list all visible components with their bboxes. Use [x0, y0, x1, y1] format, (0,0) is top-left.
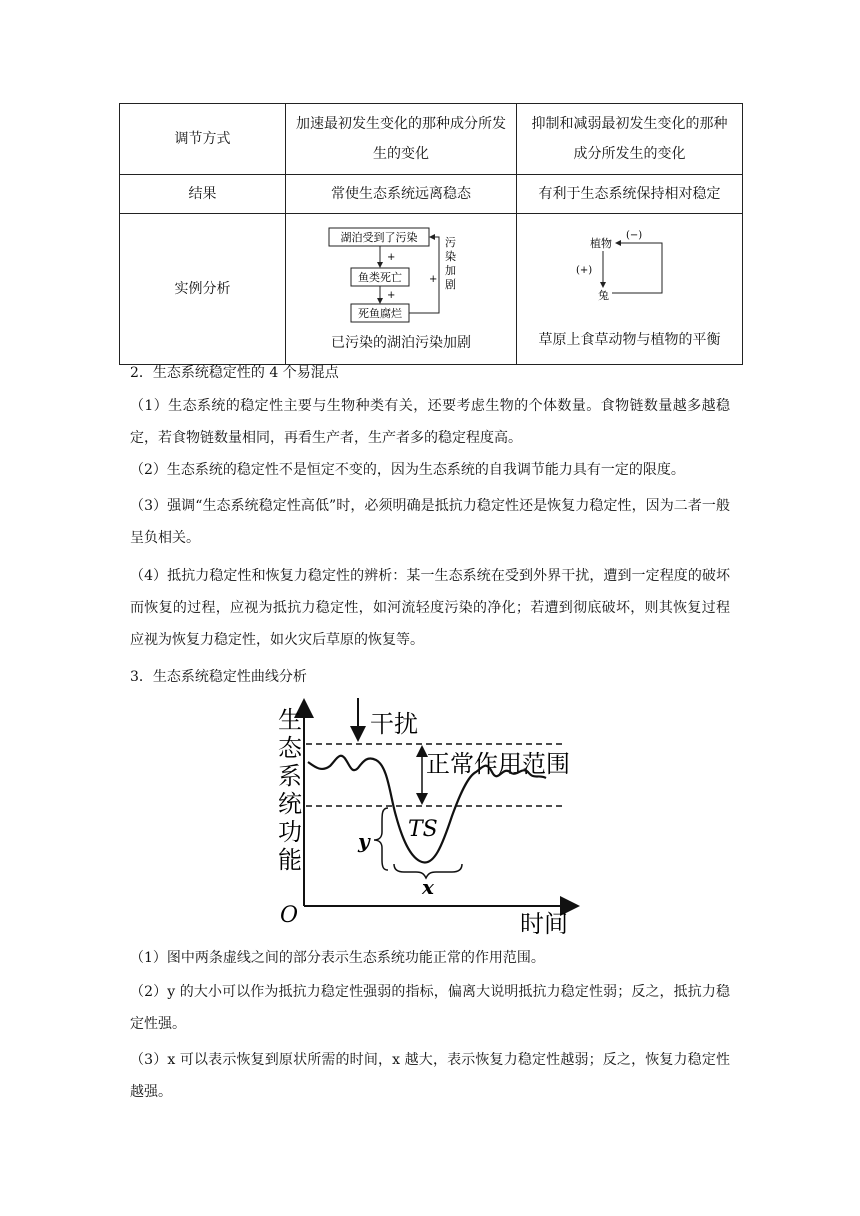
disturbance-label: 干扰 [370, 710, 418, 738]
rabbit-label: 兔 [597, 289, 609, 302]
ts-label: TS [408, 817, 438, 842]
positive-feedback-cell: 加速最初发生变化的那种成分所发生的变化 [286, 104, 517, 175]
lake-box-2-label: 鱼类死亡 [358, 271, 402, 284]
grassland-diagram [570, 229, 690, 309]
x-label: x [422, 875, 434, 899]
positive-feedback-cell: 常使生态系统远离稳态 [286, 175, 517, 214]
section-2-heading: 2．生态系统稳定性的 4 个易混点 [130, 365, 339, 381]
x-axis-label: 时间 [520, 910, 568, 936]
table-row [120, 104, 743, 175]
paragraph: （3）强调“生态系统稳定性高低”时，必须明确是抵抗力稳定性还是恢复力稳定性，因为二者一般呈负相关。 [130, 498, 730, 546]
row-label: 结果 [120, 175, 286, 214]
example-caption: 已污染的湖泊污染加剧 [331, 335, 471, 351]
normal-range-label: 正常作用范围 [426, 750, 570, 778]
lake-box-3-label: 死鱼腐烂 [358, 307, 402, 320]
paragraph: （3）x 可以表示恢复到原状所需的时间，x 越大，表示恢复力稳定性越弱；反之，恢复力稳定性越强。 [130, 1052, 730, 1100]
negative-sign: (−) [625, 230, 642, 241]
negative-feedback-example-cell [517, 214, 743, 365]
rabbit-to-plant-arrow [612, 243, 662, 293]
plus-sign: + [387, 252, 396, 263]
positive-feedback-example-cell [286, 214, 517, 365]
positive-sign: (+) [575, 265, 592, 276]
feedback-comparison-table [119, 103, 743, 365]
lake-pollution-diagram [321, 224, 481, 328]
negative-feedback-cell: 抑制和减弱最初发生变化的那种成分所发生的变化 [517, 104, 743, 175]
y-axis-label: 生 态 系 统 功 能 [278, 706, 302, 874]
plant-label: 植物 [589, 237, 612, 250]
lake-box-1-label: 湖泊受到了污染 [340, 231, 418, 244]
table-row [120, 214, 743, 365]
paragraph: （1）图中两条虚线之间的部分表示生态系统功能正常的作用范围。 [130, 950, 545, 966]
example-caption: 草原上食草动物与植物的平衡 [538, 332, 721, 348]
y-brace [374, 808, 388, 870]
y-label: y [358, 829, 370, 853]
paragraph: （2）y 的大小可以作为抵抗力稳定性强弱的指标，偏离大说明抵抗力稳定性弱；反之，抵抗力稳定性强。 [130, 984, 730, 1032]
plus-sign: + [387, 290, 396, 301]
row-label: 调节方式 [120, 104, 286, 175]
row-label: 实例分析 [120, 214, 286, 365]
paragraph: （1）生态系统的稳定性主要与生物种类有关，还要考虑生物的个体数量。食物链数量越多越稳定，若食物链数量相同，再看生产者，生产者多的稳定程度高。 [130, 398, 730, 446]
stability-curve-figure [276, 696, 596, 936]
table-row [120, 175, 743, 214]
plus-sign: + [429, 274, 438, 285]
paragraph: （4）抵抗力稳定性和恢复力稳定性的辨析：某一生态系统在受到外界干扰，遭到一定程度的破坏而恢复的过程，应视为抵抗力稳定性，如河流轻度污染的净化；若遭到彻底破坏，则其恢复过程应视为恢复力稳定性，如火灾后草原的恢复等。 [130, 568, 730, 648]
negative-feedback-cell: 有利于生态系统保持相对稳定 [517, 175, 743, 214]
origin-label: O [280, 903, 299, 928]
side-label: 污 染 加 剧 [445, 236, 456, 291]
section-3-heading: 3．生态系统稳定性曲线分析 [130, 669, 307, 685]
paragraph: （2）生态系统的稳定性不是恒定不变的，因为生态系统的自我调节能力具有一定的限度。 [130, 462, 685, 478]
